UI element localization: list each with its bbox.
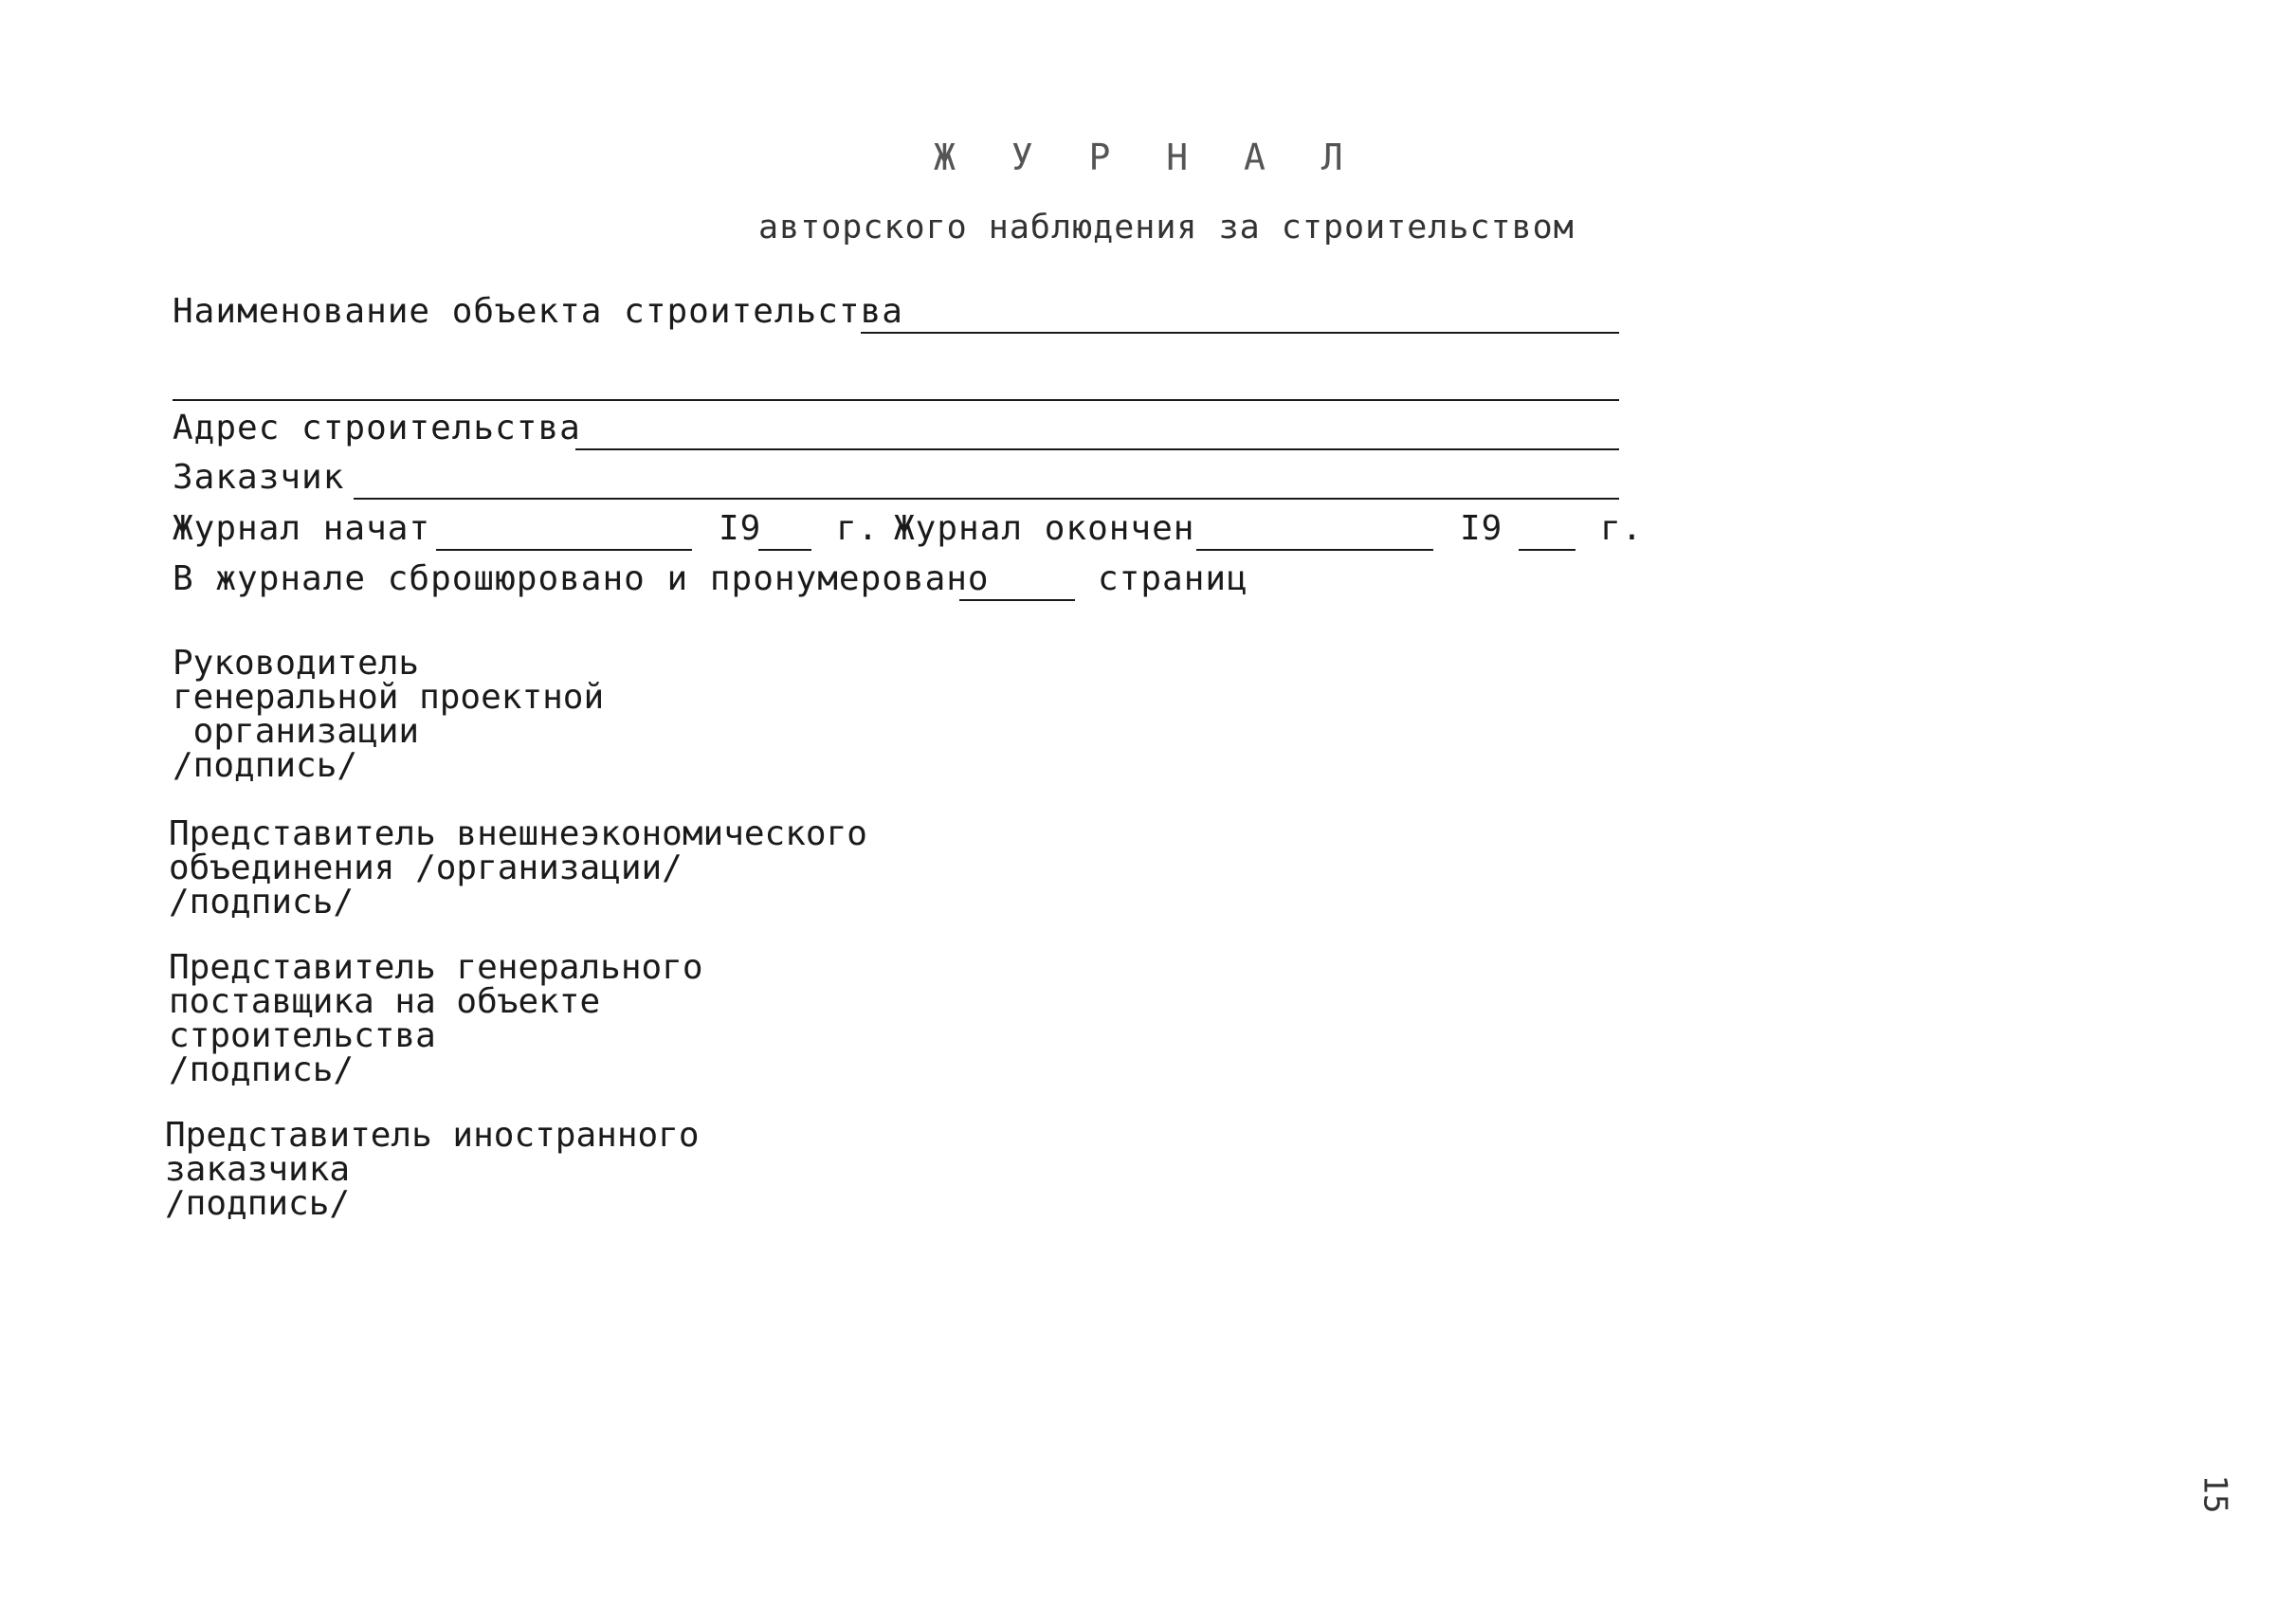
journal-started-year-prefix: I9: [719, 509, 762, 548]
signature-caption: /подпись/: [165, 1184, 351, 1223]
signature-caption: /подпись/: [169, 883, 355, 921]
signature-line: поставщика на объекте: [169, 982, 601, 1021]
object-name-line[interactable]: [861, 332, 1619, 334]
pages-prefix-label: В журнале сброшюровано и пронумеровано: [173, 559, 990, 598]
journal-title: Ж У Р Н А Л: [934, 137, 1360, 178]
journal-finished-year-suffix: г.: [1600, 509, 1644, 548]
signature-line: Представитель иностранного: [165, 1116, 700, 1155]
signature-caption: /подпись/: [169, 1050, 355, 1089]
journal-started-label: Журнал начат: [173, 509, 431, 548]
object-name-line-2[interactable]: [173, 399, 1619, 401]
signature-line: организации: [173, 712, 420, 751]
pages-count-line[interactable]: [959, 599, 1075, 601]
signature-line: генеральной проектной: [173, 678, 605, 717]
journal-finished-year-line[interactable]: [1519, 549, 1576, 551]
object-name-label: Наименование объекта строительства: [173, 292, 903, 331]
signature-line: объединения /организации/: [169, 848, 683, 887]
address-label: Адрес строительства: [173, 409, 581, 447]
journal-finished-date-line[interactable]: [1196, 549, 1433, 551]
page-number: 15: [2195, 1474, 2234, 1514]
signature-line: заказчика: [165, 1150, 351, 1189]
journal-started-date-line[interactable]: [436, 549, 692, 551]
signature-line: Представитель генерального: [169, 948, 703, 987]
signature-line: строительства: [169, 1016, 436, 1055]
address-line[interactable]: [575, 448, 1619, 450]
customer-line[interactable]: [354, 498, 1619, 500]
pages-suffix-label: страниц: [1098, 559, 1248, 598]
journal-started-year-suffix: г.: [836, 509, 880, 548]
journal-finished-label: Журнал окончен: [894, 509, 1195, 548]
signature-line: Представитель внешнеэкономического: [169, 814, 867, 853]
journal-subtitle: авторского наблюдения за строительством: [758, 209, 1575, 246]
journal-finished-year-prefix: I9: [1460, 509, 1503, 548]
customer-label: Заказчик: [173, 458, 345, 497]
signature-line: Руководитель: [173, 644, 420, 683]
journal-started-year-line[interactable]: [758, 549, 811, 551]
signature-caption: /подпись/: [173, 746, 358, 785]
